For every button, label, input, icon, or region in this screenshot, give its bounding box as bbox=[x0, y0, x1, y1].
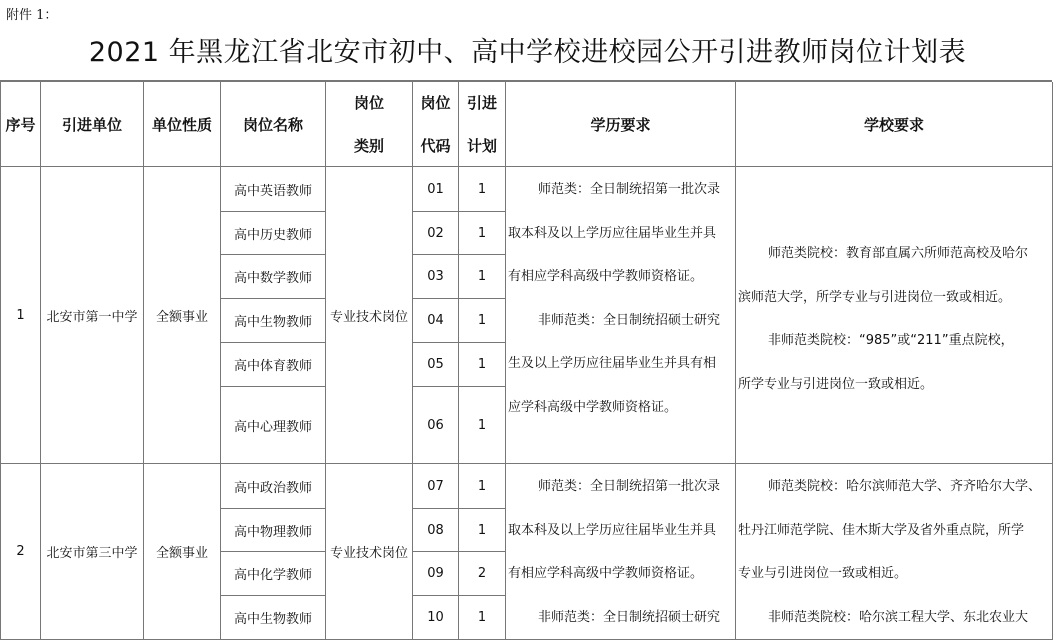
header-category-line2: 类别 bbox=[353, 137, 384, 155]
post-name-cell: 高中政治教师 bbox=[221, 464, 326, 509]
unit-cell: 北安市第一中学 bbox=[41, 167, 144, 464]
school-line: 非师范类院校：哈尔滨工程大学、东北农业大 bbox=[768, 609, 1029, 625]
header-plan bbox=[459, 82, 506, 167]
header-code-line1: 岗位 bbox=[420, 94, 451, 112]
post-code-cell: 06 bbox=[413, 387, 459, 464]
header-plan-line1: 引进 bbox=[466, 94, 497, 112]
school-line: 师范类院校：教育部直属六所师范高校及哈尔 bbox=[768, 246, 1029, 261]
school-line: 非师范类院校：“985”或“211”重点院校， bbox=[768, 333, 1014, 348]
header-unit: 引进单位 bbox=[41, 82, 144, 167]
school-requirement-text bbox=[738, 232, 1028, 406]
post-name-cell: 高中数学教师 bbox=[221, 255, 326, 299]
post-name-cell: 高中心理教师 bbox=[221, 387, 326, 464]
post-name-cell: 高中历史教师 bbox=[221, 212, 326, 255]
edu-line: 取本科及以上学历应往届毕业生并具 bbox=[508, 522, 717, 538]
header-post: 岗位名称 bbox=[221, 82, 326, 167]
post-plan-cell: 1 bbox=[459, 255, 506, 299]
header-edu: 学历要求 bbox=[506, 82, 736, 167]
post-code-cell: 08 bbox=[413, 509, 459, 552]
school-line: 师范类院校：哈尔滨师范大学、齐齐哈尔大学、 bbox=[768, 479, 1042, 494]
post-name-cell: 高中生物教师 bbox=[221, 299, 326, 343]
attachment-label: 附件 1： bbox=[6, 8, 58, 23]
school-line: 专业与引进岗位一致或相近。 bbox=[738, 566, 908, 581]
post-plan-cell: 1 bbox=[459, 596, 506, 640]
post-name-cell: 高中物理教师 bbox=[221, 509, 326, 552]
header-seq: 序号 bbox=[1, 82, 41, 167]
post-plan-cell: 2 bbox=[459, 552, 506, 596]
category-cell: 专业技术岗位 bbox=[326, 167, 413, 464]
edu-line: 师范类：全日制统招第一批次录 bbox=[538, 182, 721, 197]
post-code-cell: 07 bbox=[413, 464, 459, 509]
edu-requirement-text bbox=[508, 168, 720, 429]
post-name-cell: 高中英语教师 bbox=[221, 167, 326, 212]
edu-line: 非师范类：全日制统招硕士研究 bbox=[538, 609, 721, 625]
category-cell: 专业技术岗位 bbox=[326, 464, 413, 640]
post-code-cell: 01 bbox=[413, 167, 459, 212]
post-name-cell: 高中生物教师 bbox=[221, 596, 326, 640]
post-plan-cell: 1 bbox=[459, 299, 506, 343]
edu-line: 生及以上学历应往届毕业生并具有相 bbox=[508, 356, 717, 371]
post-code-cell: 10 bbox=[413, 596, 459, 640]
edu-line: 取本科及以上学历应往届毕业生并具 bbox=[508, 225, 717, 241]
edu-line: 应学科高级中学教师资格证。 bbox=[508, 399, 678, 415]
header-category bbox=[326, 82, 413, 167]
post-name-cell: 高中体育教师 bbox=[221, 343, 326, 387]
header-code bbox=[413, 82, 459, 167]
post-plan-cell: 1 bbox=[459, 509, 506, 552]
post-code-cell: 02 bbox=[413, 212, 459, 255]
seq-cell: 2 bbox=[1, 464, 41, 640]
edu-requirement-text bbox=[508, 465, 720, 639]
page-title: 2021 年黑龙江省北安市初中、高中学校进校园公开引进教师岗位计划表 bbox=[88, 37, 967, 68]
nature-cell: 全额事业 bbox=[144, 464, 221, 640]
post-plan-cell: 1 bbox=[459, 167, 506, 212]
plan-table bbox=[0, 80, 1052, 640]
post-plan-cell: 1 bbox=[459, 464, 506, 509]
header-school: 学校要求 bbox=[736, 82, 1053, 167]
post-code-cell: 03 bbox=[413, 255, 459, 299]
edu-line: 师范类：全日制统招第一批次录 bbox=[538, 479, 721, 494]
header-code-line2: 代码 bbox=[420, 137, 451, 155]
post-code-cell: 05 bbox=[413, 343, 459, 387]
edu-line: 有相应学科高级中学教师资格证。 bbox=[508, 269, 704, 284]
header-plan-line2: 计划 bbox=[466, 137, 497, 155]
post-plan-cell: 1 bbox=[459, 343, 506, 387]
seq-cell: 1 bbox=[1, 167, 41, 464]
edu-line: 非师范类：全日制统招硕士研究 bbox=[538, 312, 721, 328]
edu-line: 有相应学科高级中学教师资格证。 bbox=[508, 566, 704, 581]
header-category-line1: 岗位 bbox=[353, 94, 384, 112]
post-plan-cell: 1 bbox=[459, 212, 506, 255]
post-code-cell: 09 bbox=[413, 552, 459, 596]
post-name-cell: 高中化学教师 bbox=[221, 552, 326, 596]
school-line: 所学专业与引进岗位一致或相近。 bbox=[738, 376, 934, 392]
header-nature: 单位性质 bbox=[144, 82, 221, 167]
school-requirement-text bbox=[738, 465, 1041, 639]
school-line: 牡丹江师范学院、佳木斯大学及省外重点院，所学 bbox=[738, 522, 1025, 538]
post-plan-cell: 1 bbox=[459, 387, 506, 464]
post-code-cell: 04 bbox=[413, 299, 459, 343]
nature-cell: 全额事业 bbox=[144, 167, 221, 464]
school-line: 滨师范大学，所学专业与引进岗位一致或相近。 bbox=[738, 289, 1012, 305]
unit-cell: 北安市第三中学 bbox=[41, 464, 144, 640]
